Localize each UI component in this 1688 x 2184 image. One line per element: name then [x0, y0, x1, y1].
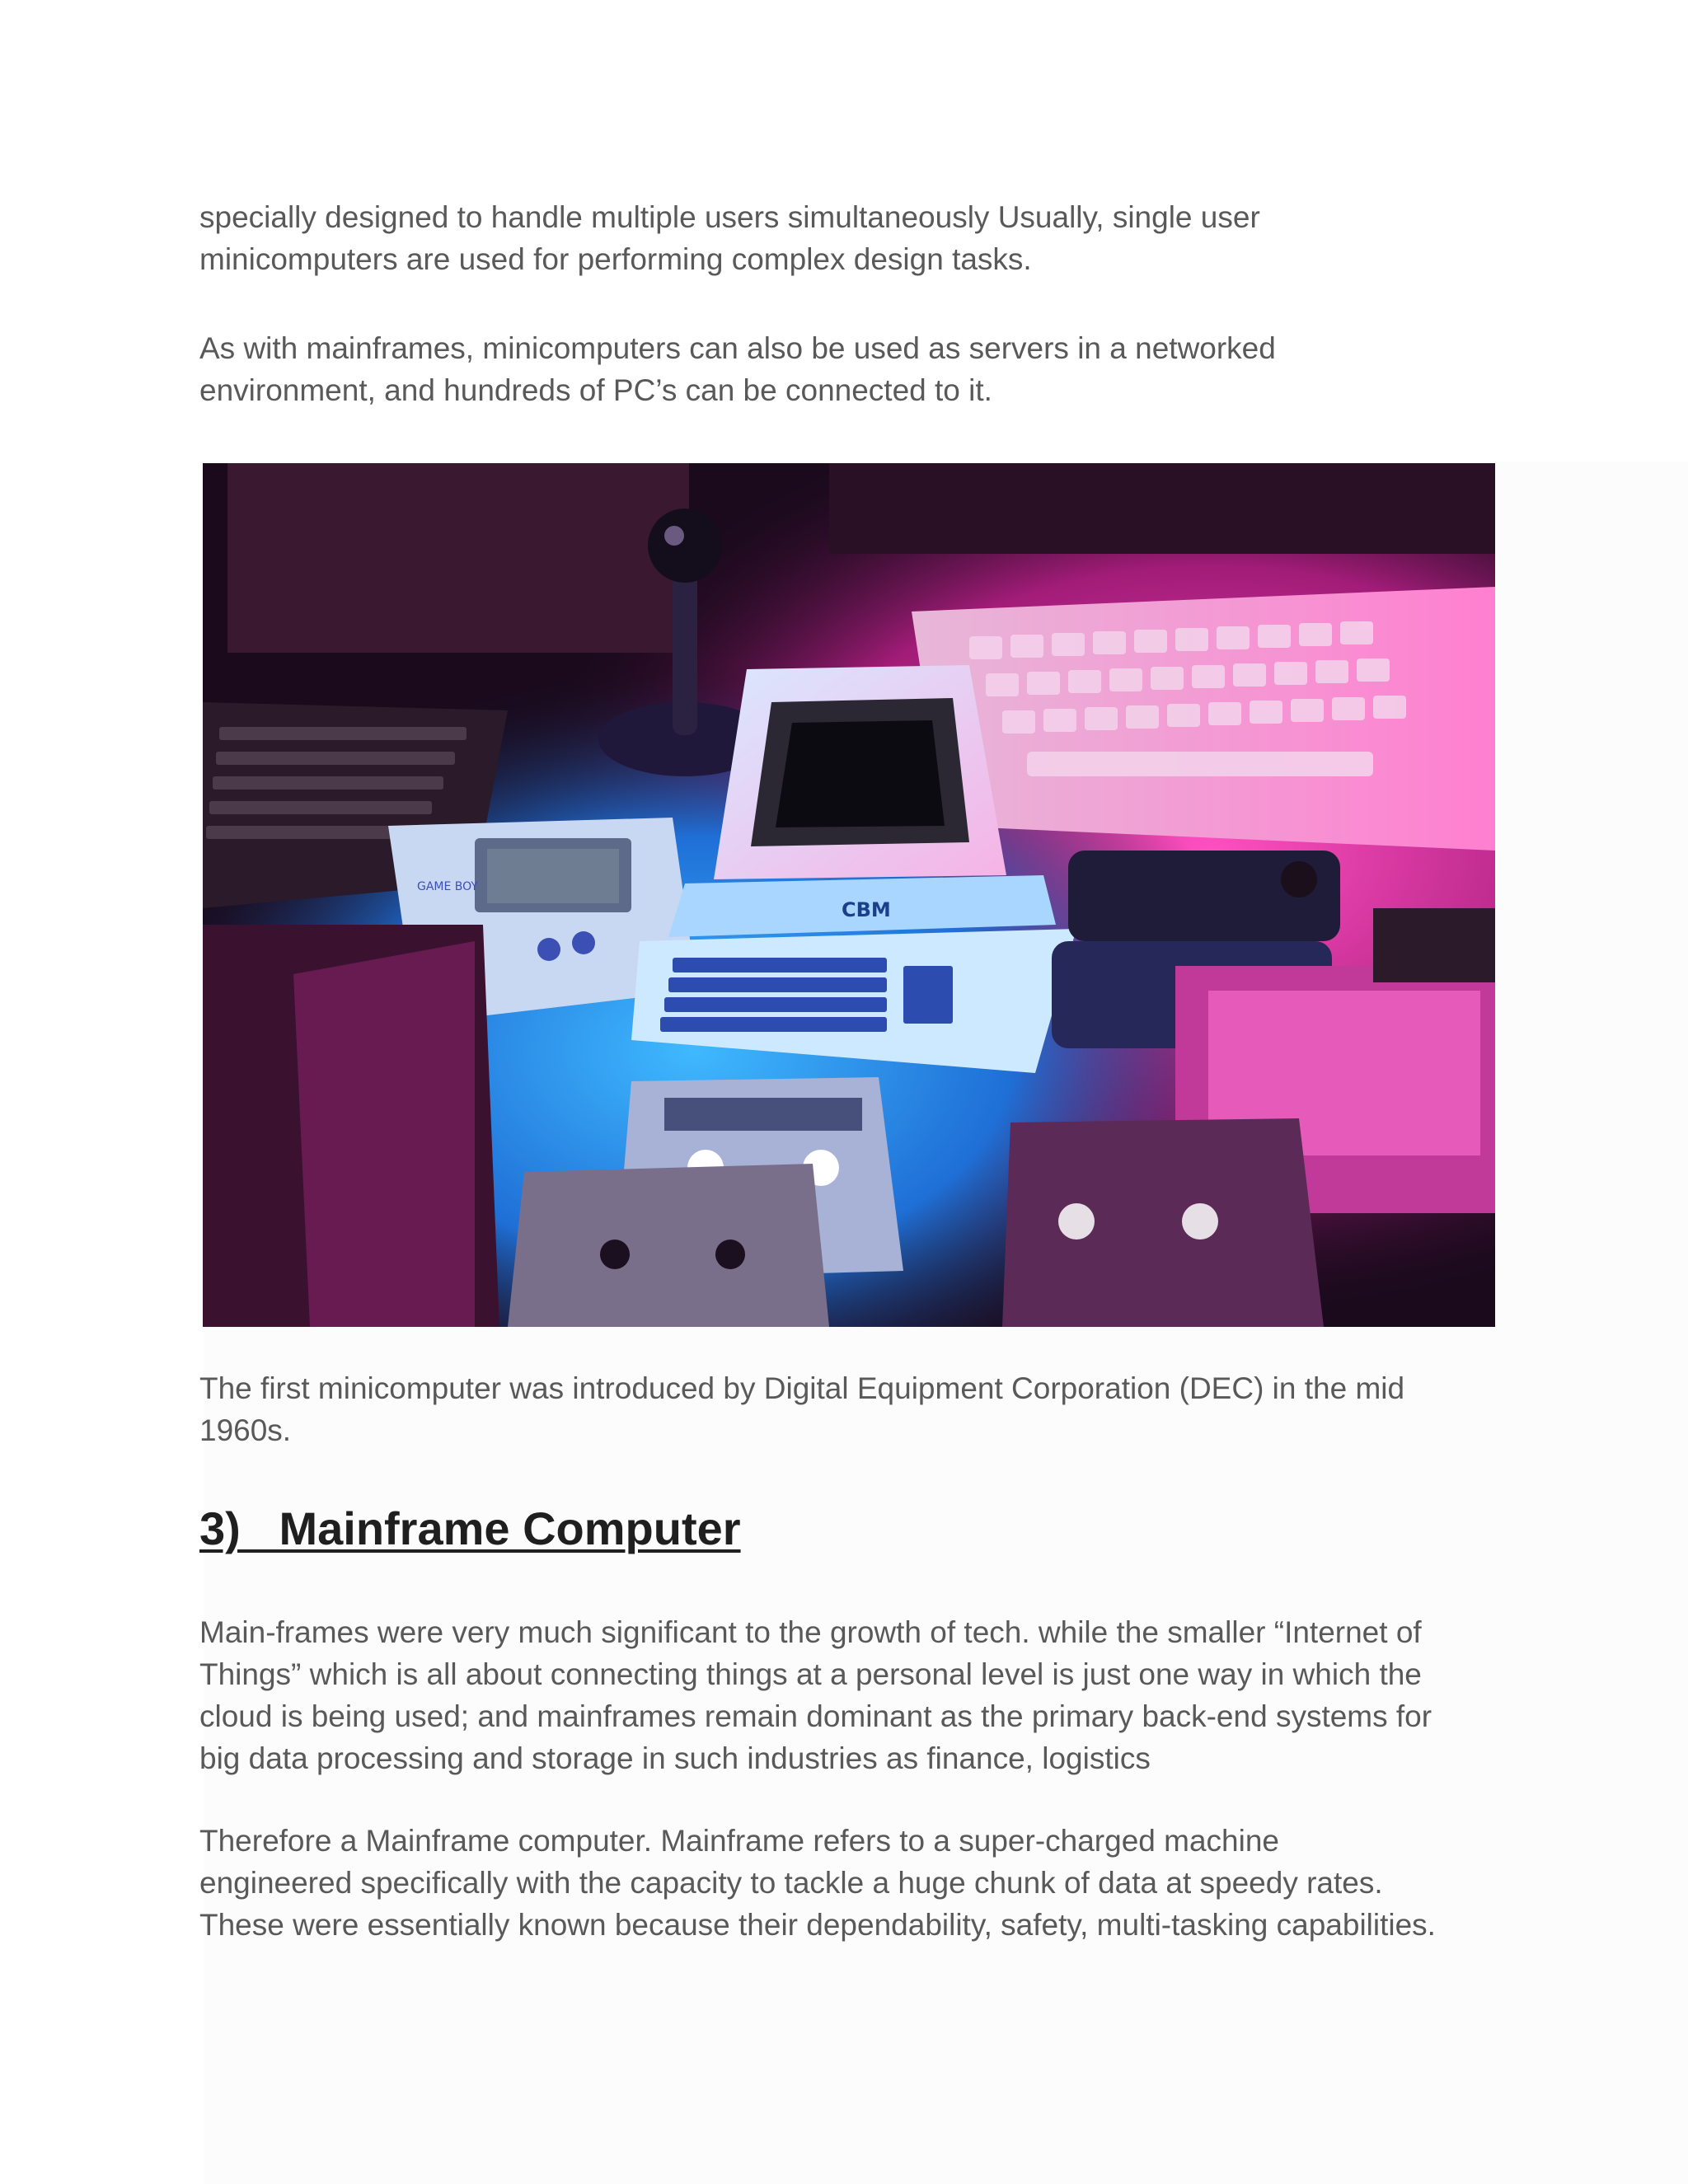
paragraph-minicomputer-users: specially designed to handle multiple users simultaneously Usually, single user minicomputers are used for performing complex design tasks. [199, 200, 1260, 276]
paragraph-mainframe-significance: Main-frames were very much significant to the growth of tech. while the smaller “Internet of Things” which is all about connecting things at a personal level is just one way in which the cloud is being used; and mainframes remain dominant as the primary back-end systems for big data processing and storage in such industries as finance, logistics [199, 1615, 1432, 1775]
paragraph-mainframe-definition: Therefore a Mainframe computer. Mainframe refers to a super-charged machine engineered specifically with the capacity to tackle a huge chunk of data at speedy rates. These were essentially known because their dependability, safety, multi-tasking capabilities. [199, 1824, 1436, 1942]
svg-text:GAME BOY: GAME BOY [417, 880, 478, 893]
svg-text:CBM: CBM [842, 898, 891, 921]
paragraph-minicomputer-servers: As with mainframes, minicomputers can also be used as servers in a networked environment, and hundreds of PC’s can be connected to it. [199, 331, 1276, 407]
retro-computers-photo [203, 463, 1495, 1327]
paragraph-first-minicomputer: The first minicomputer was introduced by Digital Equipment Corporation (DEC) in the mid 1960s. [199, 1371, 1405, 1447]
section-heading-mainframe: 3) Mainframe Computer [199, 1502, 741, 1554]
